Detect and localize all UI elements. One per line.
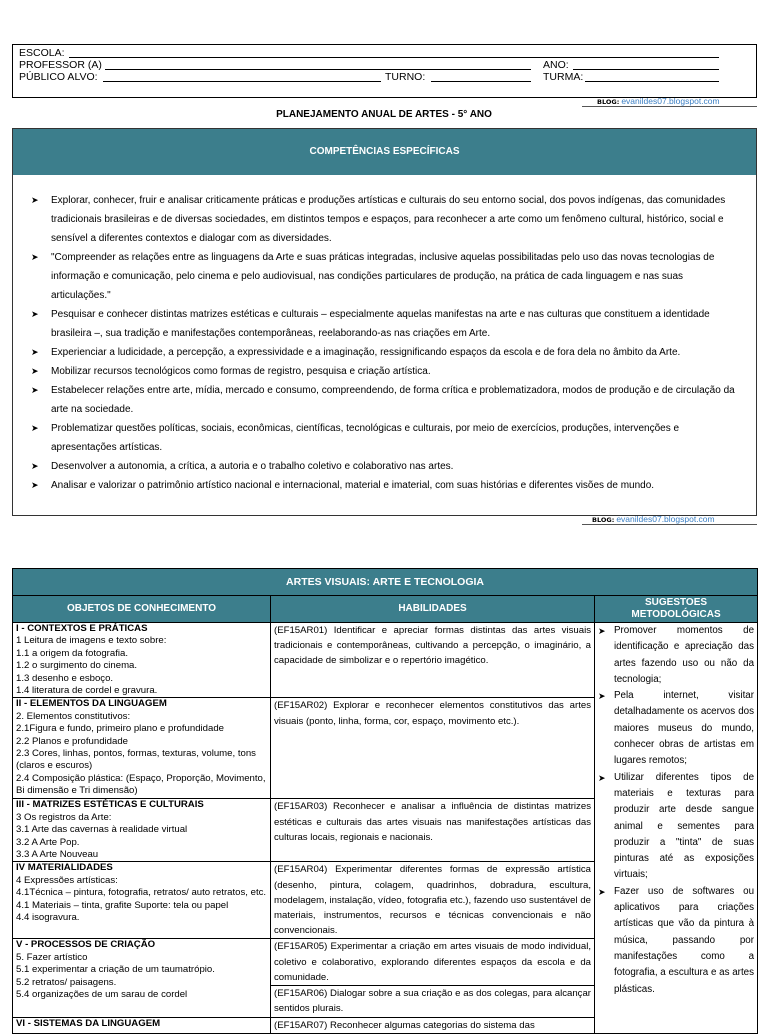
col-header-sugestoes: SUGESTOES METODOLÓGICAS: [595, 596, 758, 623]
arrow-bullet-icon: ➤: [31, 309, 39, 319]
objeto-cell: II - ELEMENTOS DA LINGUAGEM 2. Elementos constitutivos: 2.1Figura e fundo, primeiro plano e profundidade 2.2 Planos e profundidade 2.3 Cores, linhas, pontos, formas, texturas, volume, tons (claros e escuros) 2.4 Composição plástica: (Espaço, Proporção, Movimento, Bi dimensão e Tri dimensão): [13, 698, 271, 799]
list-item: ➤ "Compreender as relações entre as linguagens da Arte e suas práticas integradas, inclusive aquelas possibilitadas pelo uso das novas tecnologias de informação e comunicação, pelo cinema e pelo audiovisual, nas condições particulares de produção, na prática de cada linguagem e nas suas articulações.": [31, 248, 743, 305]
arrow-bullet-icon: ➤: [31, 423, 39, 433]
objeto-cell: III - MATRIZES ESTÉTICAS E CULTURAIS 3 Os registros da Arte: 3.1 Arte das cavernas à realidade virtual 3.2 A Arte Pop. 3.3 A Arte Nouveau: [13, 799, 271, 862]
blog-url[interactable]: evanildes07.blogspot.com: [616, 514, 715, 524]
blog-label: BLOG:: [597, 98, 620, 106]
list-item: ➤ Promover momentos de identificação e apreciação das artes fazendo uso ou não da tecnologia;: [598, 625, 755, 685]
habilidade-cell: (EF15AR04) Experimentar diferentes formas de expressão artística (desenho, pintura, colagem, quadrinhos, dobradura, escultura, modelagem, instalação, vídeo, fotografia etc.), fazendo uso sustentável de materiais, instrumentos, recursos e técnicas convencionais e não convencionais.: [271, 862, 595, 939]
arrow-bullet-icon: ➤: [598, 772, 606, 783]
arrow-bullet-icon: ➤: [598, 886, 606, 897]
habilidade-cell: (EF15AR02) Explorar e reconhecer elementos constitutivos das artes visuais (ponto, linha, forma, cor, espaço, movimento etc.).: [271, 698, 595, 799]
arrow-bullet-icon: ➤: [31, 480, 39, 490]
competencias-list: [31, 191, 743, 495]
blog-label: BLOG:: [592, 516, 615, 524]
blog-underline: [582, 106, 757, 107]
arrow-bullet-icon: ➤: [31, 366, 39, 376]
escola-blank: [69, 47, 719, 58]
arrow-bullet-icon: ➤: [31, 252, 39, 262]
table-row: [13, 623, 758, 698]
col-header-objetos: OBJETOS DE CONHECIMENTO: [13, 596, 271, 623]
arrow-bullet-icon: ➤: [31, 195, 39, 205]
list-item: ➤ Mobilizar recursos tecnológicos como formas de registro, pesquisa e criação artística.: [31, 362, 743, 381]
table-banner: ARTES VISUAIS: ARTE E TECNOLOGIA: [13, 569, 758, 596]
list-item: ➤ Problematizar questões políticas, sociais, econômicas, científicas, tecnológicas e culturais, por meio de exercícios, produções, intervenções e apresentações artísticas.: [31, 419, 743, 457]
list-item: ➤ Estabelecer relações entre arte, mídia, mercado e consumo, compreendendo, de forma crítica e problematizadora, modos de produção e de circulação da arte na sociedade.: [31, 381, 743, 419]
blog-tag-footer: [592, 514, 715, 524]
school-header-box: [12, 44, 757, 98]
arrow-bullet-icon: ➤: [31, 347, 39, 357]
professor-label: PROFESSOR (A): [19, 59, 102, 71]
professor-blank: [105, 59, 531, 70]
ano-label: ANO:: [543, 59, 569, 71]
objeto-cell: V - PROCESSOS DE CRIAÇÃO 5. Fazer artístico 5.1 experimentar a criação de um taumatrópio. 5.2 retratos/ paisagens. 5.4 organizações de um sarau de cordel: [13, 939, 271, 1017]
arrow-bullet-icon: ➤: [598, 626, 606, 636]
artes-visuais-table: [12, 568, 758, 1034]
habilidade-cell: (EF15AR07) Reconhecer algumas categorias do sistema das: [271, 1017, 595, 1033]
objeto-cell: VI - SISTEMAS DA LINGUAGEM: [13, 1017, 271, 1033]
competencias-heading: COMPETÊNCIAS ESPECÍFICAS: [13, 129, 756, 175]
objeto-cell: IV MATERIALIDADES 4 Expressões artísticas: 4.1Técnica – pintura, fotografia, retratos/ auto retratos, etc. 4.1 Materiais – tinta, grafite Suporte: tela ou papel 4.4 isogravura.: [13, 862, 271, 939]
turno-label: TURNO:: [385, 71, 426, 83]
list-item: ➤ Desenvolver a autonomia, a crítica, a autoria e o trabalho coletivo e colaborativo nas artes.: [31, 457, 743, 476]
publico-blank: [103, 71, 381, 82]
list-item: ➤ Experienciar a ludicidade, a percepção, a expressividade e a imaginação, ressignificando espaços da escola e de fora dela no âmbito da Arte.: [31, 343, 743, 362]
list-item: ➤ Utilizar diferentes tipos de materiais e texturas para produzir arte desde sangue animal e sementes para produzir a "tinta" de suas pinturas até as exposições virtuais;: [598, 771, 755, 881]
arrow-bullet-icon: ➤: [31, 461, 39, 471]
list-item: ➤ Explorar, conhecer, fruir e analisar criticamente práticas e produções artísticas e culturais do seu entorno social, dos povos indígenas, das comunidades tradicionais brasileiras e de diversas sociedades, em distintos tempos e espaços, para reconhecer a arte como um fenômeno cultural, histórico, social e sensível a diferentes contextos e dialogar com as diversidades.: [31, 191, 743, 248]
list-item: ➤ Pesquisar e conhecer distintas matrizes estéticas e culturais – especialmente aquelas manifestas na arte e nas culturas que constituem a identidade brasileira –, sua tradição e manifestações contemporâneas, reelaborando-as nas criações em Arte.: [31, 305, 743, 343]
list-item: ➤ Analisar e valorizar o patrimônio artístico nacional e internacional, material e imaterial, com suas histórias e diferentes visões de mundo.: [31, 476, 743, 495]
turma-label: TURMA:: [543, 71, 584, 83]
arrow-bullet-icon: ➤: [598, 691, 606, 702]
habilidade-cell: (EF15AR03) Reconhecer e analisar a influência de distintas matrizes estéticas e culturais das artes visuais nas manifestações artísticas das culturas locais, regionais e nacionais.: [271, 799, 595, 862]
ano-blank: [573, 59, 719, 70]
list-item: ➤ Pela internet, visitar detalhadamente os acervos dos maiores museus do mundo, conhecer obras de artistas em lugares remotos;: [598, 690, 755, 767]
habilidade-cell: (EF15AR01) Identificar e apreciar formas distintas das artes visuais tradicionais e contemporâneas, cultivando a percepção, o imaginário, a capacidade de simbolizar e o repertório imagético.: [271, 623, 595, 698]
objeto-cell: I - CONTEXTOS E PRÁTICAS 1 Leitura de imagens e texto sobre: 1.1 a origem da fotografia. 1.2 o surgimento do cinema. 1.3 desenho e esboço. 1.4 literatura de cordel e gravura.: [13, 623, 271, 698]
habilidade-cell: (EF15AR06) Dialogar sobre a sua criação e as dos colegas, para alcançar sentidos plurais.: [271, 986, 595, 1017]
arrow-bullet-icon: ➤: [31, 385, 39, 395]
habilidade-cell: (EF15AR05) Experimentar a criação em artes visuais de modo individual, coletivo e colaborativo, explorando diferentes espaços da escola e da comunidade.: [271, 939, 595, 986]
turma-blank: [585, 71, 719, 82]
page-title: PLANEJAMENTO ANUAL DE ARTES - 5° ANO: [276, 109, 492, 120]
blog-url[interactable]: evanildes07.blogspot.com: [621, 96, 720, 106]
escola-label: ESCOLA:: [19, 47, 65, 59]
sugestoes-cell: [595, 623, 758, 1034]
turno-blank: [431, 71, 531, 82]
list-item: ➤ Fazer uso de softwares ou aplicativos para criações artísticas que vão da pintura à música, passando por manifestações como a fotografia, a escultura e as artes plásticas.: [598, 885, 755, 995]
col-header-habilidades: HABILIDADES: [271, 596, 595, 623]
publico-label: PÚBLICO ALVO:: [19, 71, 98, 83]
blog-underline: [582, 524, 757, 525]
blog-tag: [597, 96, 720, 106]
competencias-box: [12, 128, 757, 516]
sugestoes-list: [598, 623, 754, 998]
